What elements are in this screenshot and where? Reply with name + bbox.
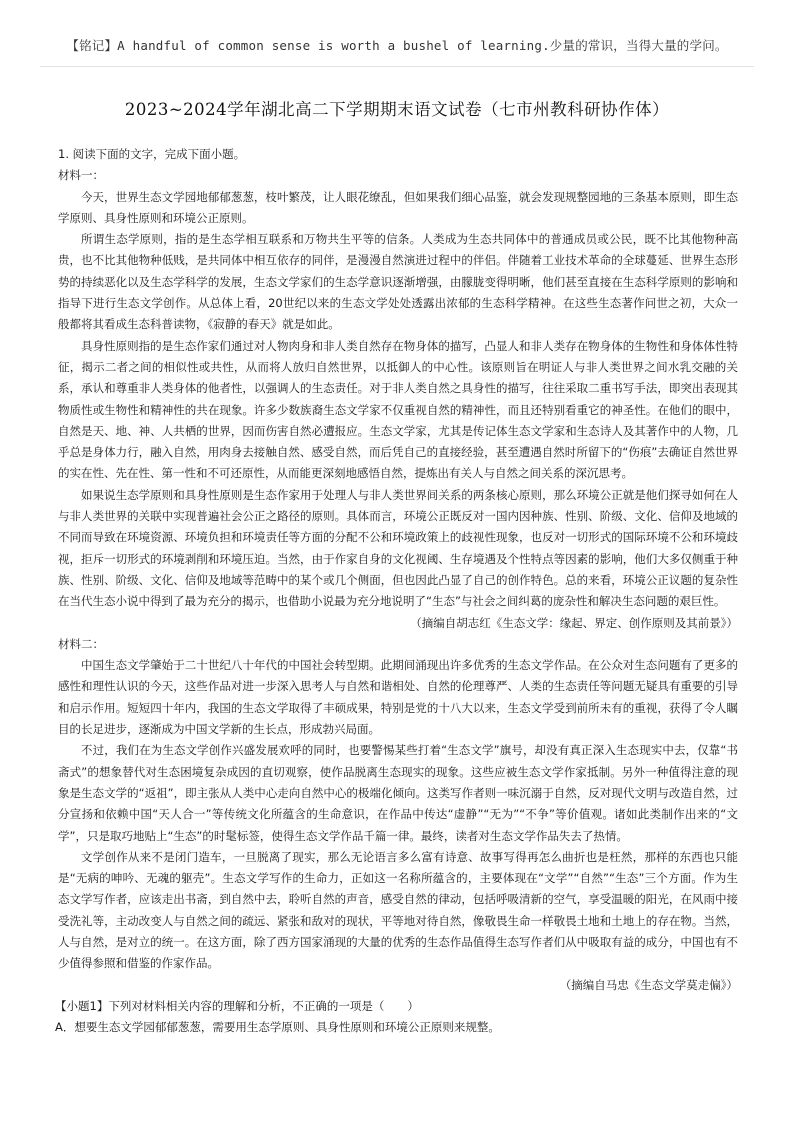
material2-paragraph-1: 中国生态文学肇始于二十世纪八十年代的中国社会转型期。此期间涌现出许多优秀的生态文学作品。在公众对生态问题有了更多的感性和理性认识的今天，这些作品对进一步深入思考人与自然和谐相处、自然的伦理尊严、人类的生态责任等问题无疑具有重要的引导和启示作用。短短四十年内，我国的生态文学取得了丰硕成果，特别是党的十八大以来，生态文学受到前所未有的重视，获得了令人瞩目的长足进步，逐渐成为中国文学新的生长点，形成勃兴局面。 [58, 658, 738, 737]
question-intro: 1. 阅读下面的文字，完成下面小题。 [58, 147, 246, 161]
exam-title: 2023~2024学年湖北高二下学期期末语文试卷（七市州教科研协作体） [124, 100, 670, 119]
material1-paragraph-4: 如果说生态学原则和具身性原则是生态作家用于处理人与非人类世界间关系的两条核心原则，那么环境公正就是他们探寻如何在人与非人类世界的关联中实现普遍社会公正之路径的原则。具体而言，环境公正既反对一国内因种族、性别、阶级、文化、信仰及地域的不同而导致在环境资源、环境负担和环境责任等方面的分配不公和环境政策上的歧视性现象，也反对一切形式的国际环境不公和环境歧视，拒斥一切形式的环境剥削和环境压迫。当然，由于作家自身的文化视阈、生存境遇及个性特点等因素的影响，他们大多仅侧重于种族、性别、阶级、文化、信仰及地域等范畴中的某个或几个侧面，但也因此凸显了自己的创作特色。总的来看，环境公正议题的复杂性在当代生态小说中得到了最为充分的揭示，也借助小说最为充分地说明了“生态”与社会之间纠葛的庞杂性和解决生态问题的艰巨性。 [58, 487, 738, 609]
material2-source: （摘编自马忠《生态文学莫走偏》） [559, 977, 738, 992]
passage-body [55, 144, 738, 1038]
question-1-stem: 【小题1】下列对材料相关内容的理解和分析，不正确的一项是（ ） [55, 998, 419, 1013]
material1-source: （摘编自胡志红《生态文学：缘起、界定、创作原则及其前景》） [410, 615, 738, 630]
header-divider [40, 66, 754, 67]
header-motto: 【铭记】A handful of common sense is worth a bushel of learning.少量的常识，当得大量的学问。 [66, 38, 728, 53]
material1-paragraph-1: 今天，世界生态文学园地郁郁葱葱，枝叶繁茂，让人眼花缭乱，但如果我们细心品鉴，就会发现规整园地的三条基本原则，即生态学原则、具身性原则和环境公正原则。 [58, 189, 738, 225]
material1-label: 材料一： [58, 168, 104, 183]
material2-paragraph-3: 文学创作从来不是闭门造车，一旦脱离了现实，那么无论语言多么富有诗意、故事写得再怎么曲折也是枉然，那样的东西也只能是“无病的呻吟、无魂的躯壳”。生态文学写作的生命力，正如这一名称所蕴含的，主要体现在“文学”“自然”“生态”三个方面。作为生态文学写作者，应该走出书斋，到自然中去，聆听自然的声音，感受自然的律动，包括呼吸清新的空气，享受温暖的阳光，在风雨中接受洗礼等，主动改变人与自然之间的疏远、紧张和敌对的现状，平等地对待自然，像敬畏生命一样敬畏土地和土地上的存在物。当然，人与自然，是对立的统一。在这方面，除了西方国家涌现的大量的优秀的生态作品值得生态写作者们从中吸取有益的成分，中国也有不少值得参照和借鉴的作家作品。 [58, 849, 738, 971]
material2-label: 材料二： [58, 636, 104, 651]
question-1-option-a[interactable]: A．想要生态文学园郁郁葱葱，需要用生态学原则、具身性原则和环境公正原则来规整。 [55, 1020, 500, 1035]
material2-paragraph-2: 不过，我们在为生态文学创作兴盛发展欢呼的同时，也要警惕某些打着“生态文学”旗号，却没有真正深入生态现实中去，仅靠“书斋式”的想象替代对生态困境复杂成因的直切观察，使作品脱离生态现实的现象。这些应被生态文学作家抵制。另外一种值得注意的现象是生态文学的“返祖”，即主张从人类中心走向自然中心的极端化倾向。这类写作者则一味沉溺于自然，反对现代文明与改造自然，过分宣扬和依赖中国“天人合一”等传统文化所蕴含的生命意识，在作品中传达“虚静”“无为”“不争”等价值观。诸如此类制作出来的“文学”，只是取巧地贴上“生态”的时髦标签，使得生态文学作品千篇一律。最终，读者对生态文学作品失去了热情。 [58, 743, 738, 843]
material1-paragraph-3: 具身性原则指的是生态作家们通过对人物肉身和非人类自然存在物身体的描写，凸显人和非人类存在物身体的生物性和身体体性特征，揭示二者之间的相似性或共性，从而将人放归自然世界，以抵御人的中心性。该原则旨在明证人与非人类世界之间水乳交融的关系，承认和尊重非人类身体的他者性，以强调人的生态责任。对于非人类自然之具身性的描写，往往采取二重书写手法，即突出表现其物质性或生物性和精神性的共在现象。许多少数族裔生态文学家不仅重视自然的精神性，而且还特别看重它的神圣性。在他们的眼中，自然是天、地、神、人共栖的世界，因而伤害自然必遭报应。生态文学家，尤其是传记体生态文学家和生态诗人及其著作中的人物，几乎总是身体力行，融入自然，用肉身去接触自然、感受自然，而后凭自己的直接经验，甚至遭遇自然时所留下的“伤痕”去确证自然世界的实在性、先在性、第一性和不可还原性，从而能更深刻地感悟自然，提炼出有关人与自然之间关系的深沉思考。 [58, 338, 738, 481]
material1-paragraph-2: 所谓生态学原则，指的是生态学相互联系和万物共生平等的信条。人类成为生态共同体中的普通成员或公民，既不比其他物种高贵，也不比其他物种低贱，是共同体中相互依存的同伴，是漫漫自然演进过程中的伴侣。伴随着工业技术革命的全球蔓延、世界生态形势的持续恶化以及生态学科学的发展，生态文学家们的生态学意识逐渐增强，由朦胧变得明晰，他们甚至直接在生态科学原则的影响和指导下进行生态文学创作。从总体上看，20世纪以来的生态文学处处透露出浓郁的生态科学精神。在这些生态著作问世之初，大众一般都将其看成生态科普读物，《寂静的春天》就是如此。 [58, 232, 738, 332]
